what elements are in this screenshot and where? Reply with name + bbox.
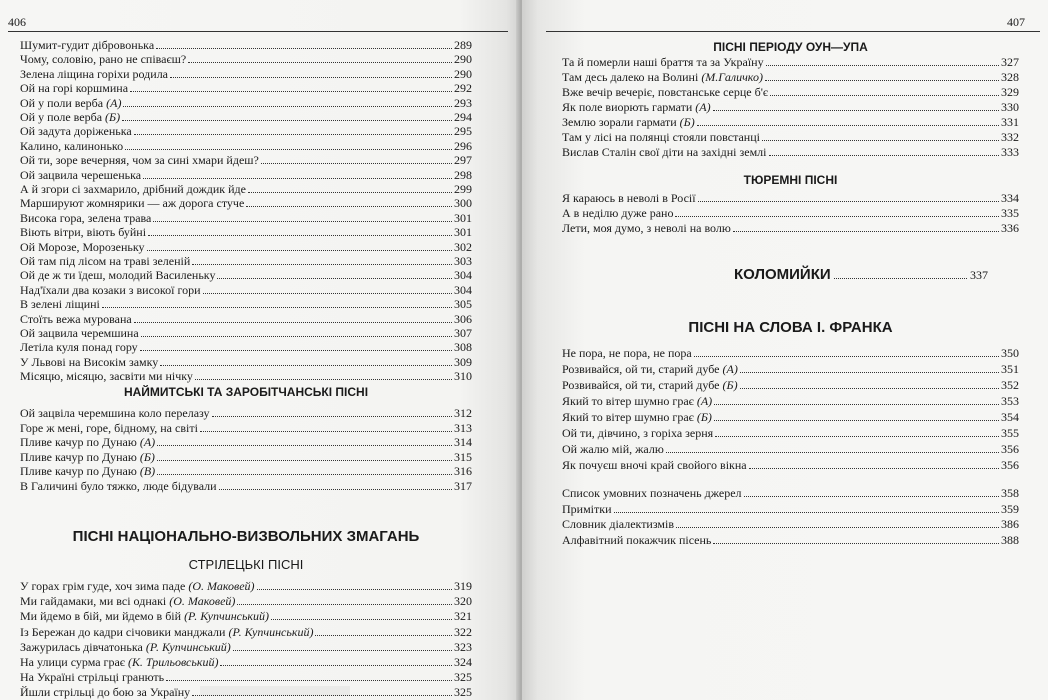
toc-entry [562, 484, 1019, 500]
entry-title-text: Я караюсь в неволі в Росії [562, 191, 696, 205]
toc-entry [562, 219, 1019, 235]
entry-page: 386 [1001, 517, 1019, 531]
entry-title-text: Примітки [562, 501, 612, 516]
entry-title-text: Чому, соловію, рано не співаєш? [20, 52, 187, 67]
entry-title [562, 206, 673, 220]
entry-title [562, 517, 674, 531]
toc-entry-kolomyiky [734, 266, 988, 283]
dot-leader [733, 231, 999, 232]
entry-page: 293 [454, 95, 472, 110]
dot-leader [220, 665, 452, 666]
entry-note: (М.Галичко) [701, 70, 763, 84]
entry-page: 356 [1001, 442, 1019, 456]
entry-title-text: А в неділю дуже рано [562, 206, 674, 220]
dot-leader [217, 278, 452, 279]
dot-leader [834, 278, 967, 279]
entry-title [562, 533, 711, 547]
entry-title [562, 362, 738, 376]
entry-title-text: Ой зацвіла черемшина коло перелазу [20, 406, 210, 420]
dot-leader [143, 178, 452, 179]
entry-page: 328 [1001, 70, 1019, 84]
dot-leader [714, 420, 999, 421]
section-heading-naimytski: НАЙМИТСЬКІ ТА ЗАРОБІТЧАНСЬКІ ПІСНІ [123, 385, 369, 399]
entry-page: 296 [454, 138, 472, 153]
toc-entry [562, 98, 1019, 114]
toc-entry [562, 113, 1019, 129]
entry-page: 289 [454, 38, 472, 52]
entry-title [20, 369, 193, 383]
entry-page: 308 [454, 340, 472, 355]
entry-title-text: Ой ти, дівчино, з горіха зерня [562, 426, 714, 440]
toc-entry [562, 189, 1019, 205]
entry-page: 295 [454, 124, 472, 139]
entry-page: 322 [454, 624, 472, 639]
entry-page: 329 [1001, 85, 1019, 99]
entry-title-text: Ой на горі коршмина [20, 81, 129, 96]
toc-entry [562, 204, 1019, 220]
dot-leader [102, 307, 452, 308]
entry-title-text: На Україні стрільці гранють [20, 670, 165, 685]
toc-entry [562, 344, 1019, 360]
entry-title [562, 130, 760, 144]
entry-title-text: Розвивайся, ой ти, старий дубе [562, 378, 720, 392]
entry-title-text: Який то вітер шумно грає [562, 410, 694, 424]
toc-entry [562, 515, 1019, 531]
dot-leader [188, 62, 452, 63]
toc-entry [562, 531, 1019, 547]
entry-title [562, 378, 738, 392]
entry-page: 334 [1001, 191, 1019, 205]
entry-title [562, 221, 731, 235]
toc-entry [20, 367, 472, 383]
entry-title-text: А й згори сі захмарило, дрібний дождик йде [20, 182, 246, 196]
entry-page: 310 [454, 369, 472, 384]
entry-title [562, 346, 692, 360]
entry-title [562, 502, 612, 516]
entry-page: 305 [454, 297, 472, 312]
entry-title-text: Летіла куля понад гору [20, 340, 138, 355]
entry-title-text: Ой у поле верба [20, 110, 103, 124]
toc-entry [562, 392, 1019, 408]
dot-leader [148, 235, 452, 236]
entry-title-text: Ой жалю мій, жалю [562, 442, 664, 456]
toc-entry [562, 83, 1019, 99]
entry-title-text: Місяцю, місяцю, засвіти ми нічку [20, 369, 193, 384]
entry-title-text: Йшли стрільці до бою за Україну [20, 685, 191, 700]
entry-title-text: На улици сурма грає [20, 655, 125, 669]
entry-title [562, 426, 713, 440]
dot-leader [614, 512, 999, 513]
entry-note: (Б) [105, 110, 121, 124]
header-rule-left [8, 31, 508, 32]
section-heading-oun: ПІСНІ ПЕРІОДУ ОУН—УПА [713, 40, 868, 54]
dot-leader [762, 140, 999, 141]
entry-title-text: Над'їхали два козаки з високої гори [20, 282, 201, 297]
entry-page: 314 [454, 435, 472, 449]
dot-leader [713, 543, 999, 544]
dot-leader [141, 336, 452, 337]
dot-leader [192, 264, 452, 265]
entry-title-text: Та й померли наші браття та за Україну [562, 55, 764, 69]
entry-title-text: Словник діалектизмів [562, 517, 675, 531]
section-heading-national: ПІСНІ НАЦІОНАЛЬНО-ВИЗВОЛЬНИХ ЗМАГАНЬ [72, 528, 420, 545]
entry-title-text: Віють вітри, віють буйні [20, 225, 147, 240]
dot-leader [315, 635, 452, 636]
section-heading-franko: ПІСНІ НА СЛОВА І. ФРАНКА [688, 319, 893, 336]
entry-title: КОЛОМИЙКИ [734, 266, 831, 283]
entry-page: 297 [454, 153, 472, 168]
dot-leader [134, 322, 452, 323]
entry-title [20, 655, 218, 669]
entry-note: (А) [139, 435, 156, 449]
entry-page: 335 [1001, 206, 1019, 220]
entry-page: 319 [454, 579, 472, 593]
dot-leader [740, 388, 999, 389]
entry-title [20, 685, 190, 699]
entry-page: 323 [454, 639, 472, 654]
entry-page: 306 [454, 311, 472, 326]
dot-leader [675, 216, 999, 217]
toc-entry [562, 128, 1019, 144]
entry-page: 351 [1001, 362, 1019, 376]
entry-page: 309 [454, 354, 472, 369]
dot-leader [676, 527, 999, 528]
dot-leader [765, 80, 999, 81]
entry-title-text: Ой там під лісом на траві зеленій [20, 254, 191, 268]
toc-entry [20, 477, 472, 493]
entry-title-text: Як почуєш вночі край свойого вікна [562, 458, 747, 472]
entry-page: 312 [454, 406, 472, 420]
entry-title-text: Ми йдемо в бій, ми йдемо в бій [20, 609, 182, 624]
entry-page: 313 [454, 420, 472, 435]
page-smudge [200, 686, 350, 696]
entry-title [562, 145, 767, 159]
section-heading-prison: ТЮРЕМНІ ПІСНІ [743, 173, 838, 187]
dot-leader [257, 589, 452, 590]
entry-page: 316 [454, 464, 472, 478]
entry-page: 388 [1001, 532, 1019, 547]
dot-leader [666, 452, 999, 453]
entry-title [562, 410, 712, 424]
entry-page: 299 [454, 182, 472, 196]
entry-title [562, 442, 664, 456]
entry-note: (Б) [679, 115, 695, 129]
entry-title [562, 100, 711, 114]
entry-title-text: Пливе качур по Дунаю [20, 435, 137, 449]
entry-page: 325 [454, 670, 472, 685]
entry-page: 290 [454, 66, 472, 81]
dot-leader [157, 460, 452, 461]
entry-note: (О. Маковей) [169, 594, 236, 609]
page-number-left: 406 [8, 15, 26, 29]
entry-title-text: Вже вечір вечеріє, повстанське серце б'є [562, 85, 769, 99]
entry-title [562, 115, 695, 129]
entry-title-text: Горе ж мені, горе, бідному, на світі [20, 420, 198, 435]
entry-page: 315 [454, 449, 472, 464]
toc-entry [20, 653, 472, 669]
entry-page: 332 [1001, 130, 1019, 144]
header-rule-right [546, 31, 1040, 32]
toc-entry [562, 456, 1019, 472]
dot-leader [203, 293, 452, 294]
toc-entry [562, 408, 1019, 424]
right-page [522, 0, 1048, 700]
dot-leader [715, 436, 999, 437]
entry-title [20, 479, 217, 493]
dot-leader [698, 201, 999, 202]
entry-page: 355 [1001, 426, 1019, 440]
dot-leader [200, 431, 452, 432]
entry-page: 321 [454, 609, 472, 624]
dot-leader [714, 404, 999, 405]
dot-leader [147, 250, 452, 251]
dot-leader [246, 206, 452, 207]
toc-entry [20, 668, 472, 684]
entry-title-text: Зажурилась дівчатонька [20, 639, 143, 654]
entry-title-text: Як поле виорють гармати [562, 100, 693, 114]
entry-title-text: Із Бережан до кадри січовики манджали [20, 624, 226, 639]
dot-leader [219, 489, 452, 490]
entry-title-text: Там у лісі на полянці стояли повстанці [562, 130, 760, 144]
dot-leader [749, 468, 999, 469]
dot-leader [740, 372, 999, 373]
entry-note: (Р. Купчинський) [228, 624, 314, 639]
entry-page: 331 [1001, 115, 1019, 129]
entry-page: 336 [1001, 221, 1019, 235]
entry-title-text: Ми гайдамаки, ми всі однакі [20, 594, 167, 609]
dot-leader [248, 192, 452, 193]
entry-title-text: Ой де ж ти їдеш, молодий Василеньку [20, 268, 216, 283]
entry-title [20, 609, 269, 623]
entry-page: 359 [1001, 501, 1019, 516]
entry-title-text: Ой зацвила черешенька [20, 167, 142, 182]
dot-leader [156, 48, 452, 49]
toc-entry [20, 592, 472, 608]
entry-title [562, 458, 747, 472]
entry-title [20, 640, 231, 654]
entry-note: (Б) [139, 449, 155, 464]
entry-title-text: Розвивайся, ой ти, старий дубе [562, 362, 720, 376]
entry-note: (К. Трильовський) [127, 655, 219, 669]
entry-title-text: Ой задута доріженька [20, 124, 132, 139]
entry-title-text: Ой Морозе, Морозеньку [20, 239, 145, 254]
dot-leader [744, 496, 999, 497]
entry-title-text: У горах грім гуде, хоч зима паде [20, 579, 186, 593]
entry-title-text: Пливе качур по Дунаю [20, 449, 137, 464]
entry-title-text: Висока гора, зелена трава [20, 210, 152, 225]
entry-page: 353 [1001, 394, 1019, 408]
dot-leader [271, 619, 452, 620]
entry-note: (А) [106, 95, 122, 110]
entry-page: 354 [1001, 410, 1019, 424]
entry-title [562, 191, 696, 205]
dot-leader [140, 350, 452, 351]
entry-title [20, 579, 255, 593]
entry-title-text: Алфавітний покажчик пісень [562, 532, 712, 547]
entry-title-text: Не пора, не пора, не пора [562, 346, 692, 360]
entry-title-text: Маршируют жомнярики — аж дорога стуче [20, 196, 245, 211]
entry-title-text: Лети, моя думо, з неволі на волю [562, 221, 731, 235]
entry-title-text: Калино, калинонько [20, 138, 124, 153]
entry-title-text: Стоїть вежа мурована [20, 311, 132, 326]
dot-leader [130, 91, 452, 92]
entry-note: (А) [695, 100, 711, 114]
entry-page: 330 [1001, 100, 1019, 114]
subheading-striletski: СТРІЛЕЦЬКІ ПІСНІ [188, 557, 304, 572]
entry-page: 317 [454, 478, 472, 493]
entry-page: 300 [454, 196, 472, 211]
entry-note: (О. Маковей) [188, 579, 255, 593]
dot-leader [170, 77, 452, 78]
entry-page: 337 [970, 268, 988, 282]
entry-title [20, 670, 164, 684]
entry-page: 302 [454, 239, 472, 254]
entry-page: 301 [454, 210, 472, 225]
entry-page: 358 [1001, 486, 1019, 500]
dot-leader [160, 365, 452, 366]
entry-title-text: Землю зорали гармати [562, 115, 677, 129]
entry-page: 324 [454, 655, 472, 669]
dot-leader [261, 163, 452, 164]
entry-page: 298 [454, 167, 472, 182]
entry-page: 327 [1001, 55, 1019, 69]
entry-note: (Б) [722, 378, 738, 392]
dot-leader [153, 221, 452, 222]
dot-leader [237, 604, 452, 605]
entry-title-text: Пливе качур по Дунаю [20, 464, 137, 478]
entry-note: (Р. Купчинський) [184, 609, 270, 624]
entry-note: (Р. Купчинський) [145, 639, 231, 654]
dot-leader [122, 120, 452, 121]
entry-page: 294 [454, 110, 472, 124]
entry-title-text: Ой зацвила черемшина [20, 326, 139, 340]
entry-page: 292 [454, 81, 472, 96]
entry-page: 333 [1001, 145, 1019, 159]
dot-leader [125, 149, 452, 150]
dot-leader [212, 416, 452, 417]
entry-title [562, 394, 712, 408]
entry-title [20, 625, 313, 639]
entry-title-text: Шумит-гудит дібровонька [20, 38, 155, 52]
entry-title-text: Ой ти, зоре вечерняя, чом за сині хмари йдеш? [20, 153, 259, 168]
dot-leader [766, 65, 999, 66]
toc-entry [562, 53, 1019, 69]
entry-title-text: У Львові на Високім замку [20, 354, 159, 369]
entry-title-text: Список умовних позначень джерел [562, 486, 742, 500]
toc-entry [20, 577, 472, 593]
entry-page: 325 [454, 685, 472, 700]
toc-entry [562, 500, 1019, 516]
toc-entry [562, 440, 1019, 456]
dot-leader [166, 680, 452, 681]
entry-title [562, 486, 742, 500]
entry-title [562, 55, 764, 69]
entry-title-text: Там десь далеко на Волині [562, 70, 699, 84]
dot-leader [195, 379, 452, 380]
entry-page: 301 [454, 225, 472, 240]
toc-entry [562, 143, 1019, 159]
entry-page: 303 [454, 254, 472, 268]
entry-page: 320 [454, 594, 472, 609]
entry-note: (В) [139, 464, 156, 478]
toc-entry [562, 424, 1019, 440]
dot-leader [157, 474, 452, 475]
entry-note: (А) [722, 362, 738, 376]
entry-title-text: Ой у поли верба [20, 95, 104, 110]
dot-leader [134, 134, 452, 135]
entry-page: 304 [454, 282, 472, 297]
page-number-right: 407 [1007, 15, 1025, 29]
toc-entry [20, 638, 472, 654]
left-page [0, 0, 522, 700]
toc-entry [562, 68, 1019, 84]
entry-title [20, 594, 235, 608]
entry-page: 307 [454, 326, 472, 340]
toc-entry [20, 623, 472, 639]
entry-title [562, 70, 763, 84]
entry-page: 304 [454, 268, 472, 283]
entry-page: 352 [1001, 378, 1019, 392]
toc-entry [20, 607, 472, 623]
dot-leader [694, 356, 999, 357]
dot-leader [769, 155, 1000, 156]
toc-entry [562, 360, 1019, 376]
entry-title-text: Який то вітер шумно грає [562, 394, 694, 408]
entry-note: (Б) [696, 410, 712, 424]
dot-leader [697, 125, 999, 126]
toc-entry [562, 376, 1019, 392]
dot-leader [713, 110, 999, 111]
dot-leader [233, 650, 452, 651]
entry-title-text: В Галичині було тяжко, люде бідували [20, 478, 217, 493]
entry-page: 350 [1001, 346, 1019, 360]
entry-title [562, 85, 768, 99]
entry-title-text: В зелені ліщині [20, 297, 100, 312]
dot-leader [123, 106, 452, 107]
dot-leader [770, 95, 999, 96]
entry-page: 290 [454, 52, 472, 67]
entry-page: 356 [1001, 458, 1019, 472]
entry-title-text: Зелена ліщина горіхи родила [20, 66, 169, 81]
entry-note: (А) [696, 394, 713, 408]
dot-leader [157, 445, 452, 446]
entry-title-text: Вислав Сталін свої діти на західні землі [562, 145, 767, 159]
